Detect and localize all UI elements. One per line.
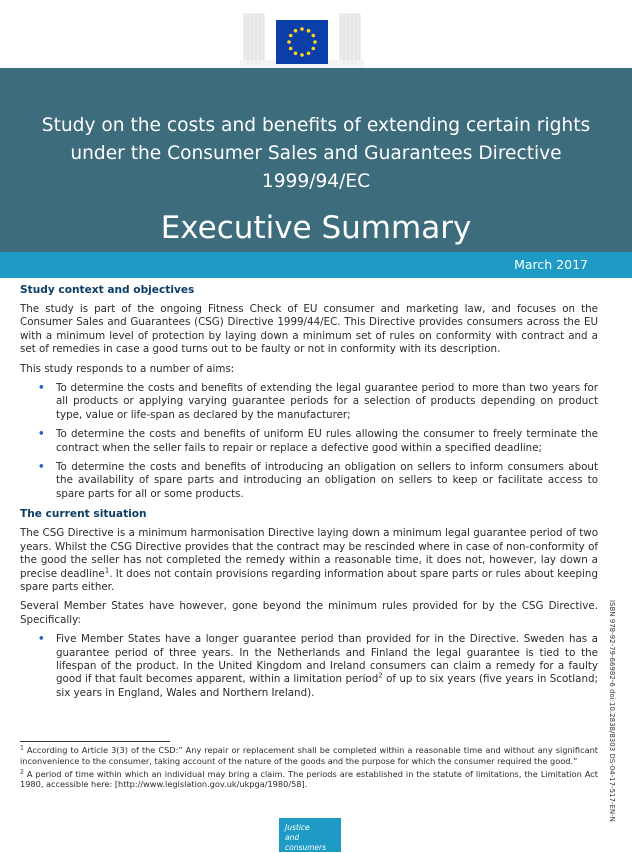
aims-intro: This study responds to a number of aims:: [20, 362, 235, 375]
list-item-text-b: of up to six years (five years in Scotland; six years in England, Wales and Northern Ireland).: [56, 673, 598, 699]
list-item-text: To determine the costs and benefits of introducing an obligation on sellers to inform consumers about the availability of spare parts and introducing an obligation on sellers to keep or facilitate access to spare parts for all or some products.: [56, 461, 598, 500]
context-paragraph: The study is part of the ongoing Fitness Check of EU consumer and marketing law, and focuses on the Consumer Sales and Guarantees (CSG) Directive 1999/44/EC. This Directive provides consumers across the EU with a minimum level of protection by laying down a minimum set of rules on conformity with contract and a set of remedies in case a good turns out to be faulty or not in conformity with its description.: [20, 303, 598, 356]
publication-date: March 2017: [514, 257, 588, 272]
paragraph-text-a: The CSG Directive is a minimum harmonisation Directive laying down a minimum legal guarantee period of two years. Whilst the CSG Directive provides that the contract may be rescinded where in case of non-conformity of the good the seller has not completed the remedy within a reasonable time, it does not, however, lay down a precise deadline: [20, 527, 598, 580]
justice-consumers-badge: [279, 818, 341, 852]
footnote-1-text: According to Article 3(3) of the CSD:” Any repair or replacement shall be completed within a reasonable time and without any significant inconvenience to the consumer, taking account of the nature of the goods and the purpose for which the consumer required the good.”: [20, 745, 598, 766]
badge-line-1: Justice: [285, 823, 310, 832]
footnote-ref-1[interactable]: 1: [104, 566, 110, 575]
badge-line-2: and consumers: [285, 833, 327, 852]
bullet-icon: •: [38, 633, 45, 646]
study-title-line-2: under the Consumer Sales and Guarantees Directive: [70, 143, 562, 164]
member-states-paragraph: Several Member States have however, gone beyond the minimum rules provided for by the CSG Directive. Specifically:: [20, 600, 598, 626]
list-item: [20, 461, 598, 501]
footnote-2: [20, 769, 598, 791]
member-states-list: [20, 633, 598, 700]
list-item: [20, 382, 598, 422]
bullet-icon: •: [38, 428, 45, 441]
study-title: [20, 112, 612, 196]
footnotes: [20, 745, 598, 792]
section-heading-current-situation: The current situation: [20, 508, 147, 521]
list-item-text-a: Five Member States have a longer guarantee period than provided for in the Directive. Sweden has a guarantee period of three years. In the Netherlands and Finland the legal guarantee is tied to the lifespan of the product. In the United Kingdom and Ireland consumers can claim a remedy for a faulty good if that fault becomes apparent, within a limitation period: [56, 633, 598, 686]
executive-summary-title: Executive Summary: [160, 210, 472, 246]
list-item: [20, 633, 598, 700]
study-title-line-3: 1999/94/EC: [261, 171, 371, 192]
footnote-2-number: 2: [20, 767, 24, 775]
eu-flag-icon: [276, 20, 328, 64]
study-title-line-1: Study on the costs and benefits of extending certain rights: [41, 115, 591, 136]
list-item: [20, 428, 598, 455]
body-content: [20, 283, 598, 706]
footnote-divider: [20, 741, 170, 742]
list-item-text: To determine the costs and benefits of extending the legal guarantee period to more than two years for all products or applying varying guarantee periods for a selection of products depending on product type, value or life-span as declared by the manufacturer;: [56, 382, 598, 421]
section-heading-context: Study context and objectives: [20, 284, 195, 296]
current-situation-paragraph: [20, 527, 598, 594]
bullet-icon: •: [38, 382, 45, 395]
list-item-text: To determine the costs and benefits of uniform EU rules allowing the consumer to freely terminate the contract when the seller fails to repair or replace a defective good within a specified deadline;: [56, 428, 598, 454]
footnote-ref-2[interactable]: 2: [378, 671, 383, 680]
isbn-side-code: ISBN 978-92-79-66982-6 doi:10.2838/8303 DS-04-17-517-EN-N: [608, 600, 616, 822]
footnote-1-number: 1: [20, 744, 24, 752]
bullet-icon: •: [38, 461, 45, 474]
paragraph-text-b: . It does not contain provisions regarding information about spare parts or rules about keeping spare parts either.: [20, 567, 598, 593]
footnote-1: [20, 745, 598, 767]
footnote-2-text: A period of time within which an individual may bring a claim. The periods are established in the statute of limitations, the Limitation Act 1980, accessible here: [http://www.legislation.gov.uk/ukpga/1980/58].: [20, 768, 598, 790]
aims-list: [20, 382, 598, 501]
